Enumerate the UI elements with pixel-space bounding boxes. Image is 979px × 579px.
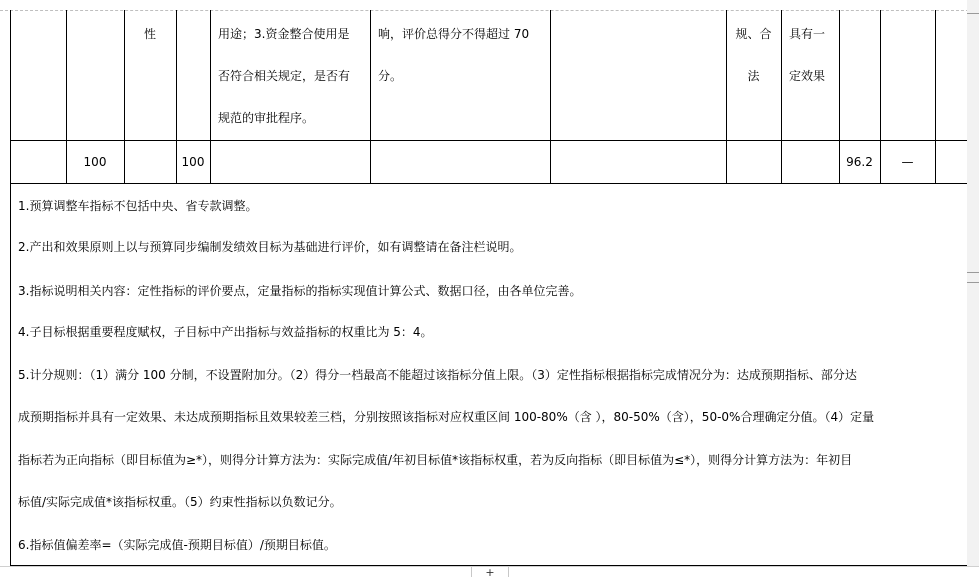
note-line: 4.子目标根据重要程度赋权，子目标中产出指标与效益指标的权重比为 5：4。	[18, 325, 433, 339]
row2-cell-11: —	[901, 155, 914, 169]
col-line	[781, 10, 782, 183]
note-line: 3.指标说明相关内容：定性指标的评价要点，定量指标的指标实现值计算公式、数据口径，由各单位完善。	[18, 284, 582, 298]
row1-cell-8-line: 法	[747, 69, 760, 83]
scrollbar-tick	[967, 282, 979, 283]
note-line: 指标若为正向指标（即目标值为≥*），则得分计算方法为：实际完成值/年初目标值*该指标权重，若为反向指标（即目标值为≤*），则得分计算方法为：年初目	[18, 453, 853, 467]
row1-cell-8-line: 规、合	[735, 27, 772, 41]
note-line: 6.指标值偏差率=（实际完成值-预期目标值）/预期目标值。	[18, 538, 336, 552]
col-line	[550, 10, 551, 183]
row2-cell-2: 100	[83, 155, 107, 169]
row1-cell-5-line: 用途；3.资金整合使用是	[218, 27, 350, 41]
col-line	[10, 10, 11, 183]
row1-cell-5-line: 规范的审批程序。	[218, 111, 315, 125]
scrollbar-tick	[967, 13, 979, 14]
col-line	[370, 10, 371, 183]
col-line	[210, 10, 211, 183]
row2-cell-10: 96.2	[846, 155, 873, 169]
scrollbar-tick	[967, 272, 979, 273]
add-sheet-button[interactable]: +	[471, 567, 509, 577]
row1-cell-6-line: 响，评价总得分不得超过 70	[378, 27, 530, 41]
vertical-scrollbar[interactable]	[967, 0, 979, 577]
note-line: 标值/实际完成值*该指标权重。（5）约束性指标以负数记分。	[18, 495, 342, 509]
col-line	[935, 10, 936, 183]
row1-cell-6-line: 分。	[378, 69, 403, 83]
row1-cell-9-line: 定效果	[789, 69, 826, 83]
row-line	[10, 183, 971, 184]
note-line: 2.产出和效果原则上以与预算同步编制发绩效目标为基础进行评价，如有调整请在备注栏说明。	[18, 240, 522, 254]
page-top-dashed-border	[0, 10, 979, 11]
row-line	[10, 140, 971, 141]
row1-cell-5-line: 否符合相关规定，是否有	[218, 69, 351, 83]
notes-left-border	[10, 183, 11, 566]
note-line: 成预期指标并具有一定效果、未达成预期指标且效果较差三档，分别按照该指标对应权重区间 100-80%（含 ），80-50%（含），50-0%合理确定分值。（4）定量	[18, 410, 875, 424]
note-line: 1.预算调整车指标不包括中央、省专款调整。	[18, 199, 258, 213]
row1-cell-3: 性	[143, 27, 156, 41]
row2-cell-4: 100	[181, 155, 205, 169]
note-line: 5.计分规则：（1）满分 100 分制，不设置附加分。（2）得分一档最高不能超过该指标分值上限。（3）定性指标根据指标完成情况分为：达成预期指标、部分达	[18, 368, 857, 382]
row1-cell-9-line: 具有一	[789, 27, 826, 41]
